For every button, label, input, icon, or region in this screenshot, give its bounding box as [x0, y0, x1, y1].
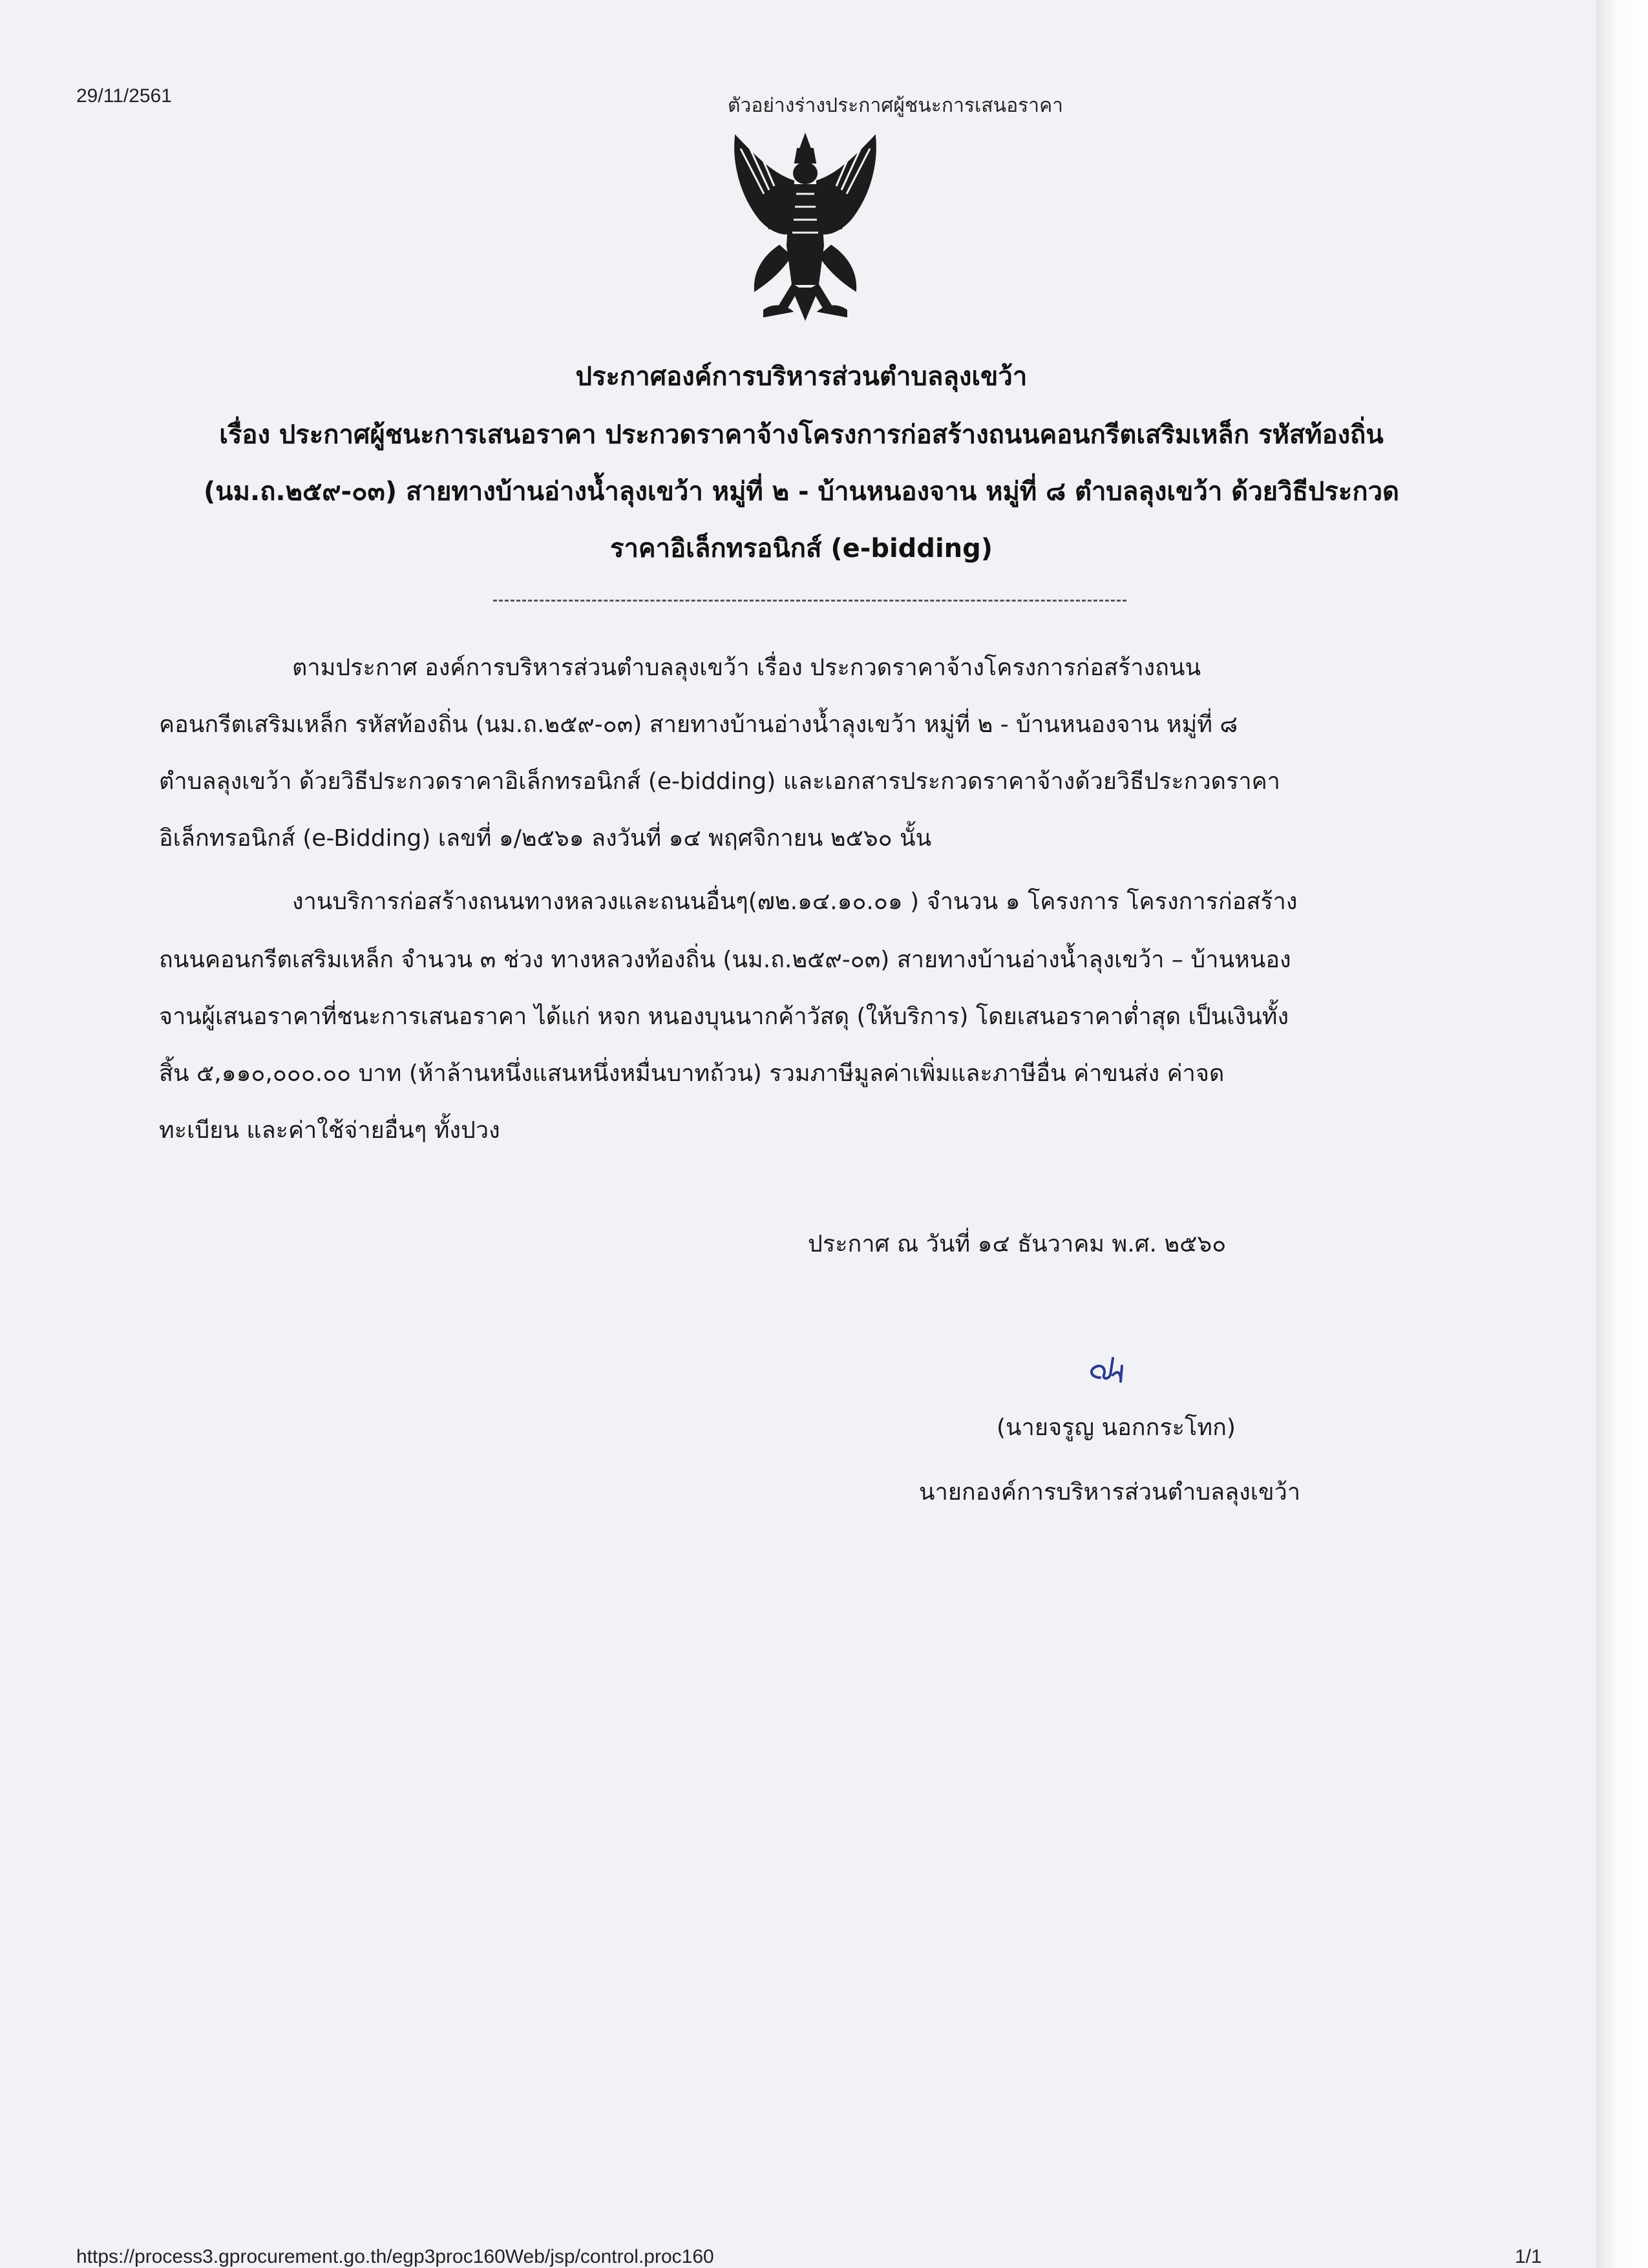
announce-date: ประกาศ ณ วันที่ ๑๔ ธันวาคม พ.ศ. ๒๕๖๐	[808, 1231, 1227, 1257]
paragraph-1-line-2: คอนกรีตเสริมเหล็ก รหัสท้องถิ่น (นม.ถ.๒๕๙-๐๓) สายทางบ้านอ่างน้ำลุงเขว้า หมู่ที่ ๒ - บ้านหนองจาน หมู่ที่ ๘	[159, 711, 1238, 738]
paragraph-2-line-2: ถนนคอนกรีตเสริมเหล็ก จำนวน ๓ ช่วง ทางหลวงท้องถิ่น (นม.ถ.๒๕๙-๐๓) สายทางบ้านอ่างน้ำลุงเขว้า – บ้านหนอง	[159, 947, 1291, 973]
signer-position: นายกองค์การบริหารส่วนตำบลลุงเขว้า	[919, 1479, 1301, 1506]
signer-name: (นายจรูญ นอกกระโทก)	[997, 1414, 1236, 1441]
title-line-2: เรื่อง ประกาศผู้ชนะการเสนอราคา ประกวดราคาจ้างโครงการก่อสร้างถนนคอนกรีตเสริมเหล็ก รหัสท้องถิ่น	[219, 420, 1384, 450]
paragraph-2-line-3: จานผู้เสนอราคาที่ชนะการเสนอราคา ได้แก่ หจก หนองบุนนากค้าวัสดุ (ให้บริการ) โดยเสนอราคาต่ำสุด เป็นเงินทั้ง	[159, 1003, 1289, 1030]
title-line-4: ราคาอิเล็กทรอนิกส์ (e-bidding)	[609, 534, 993, 563]
print-date: 29/11/2561	[76, 85, 172, 107]
paragraph-2-line-1: งานบริการก่อสร้างถนนทางหลวงและถนนอื่นๆ(๗๒.๑๔.๑๐.๐๑ ) จำนวน ๑ โครงการ โครงการก่อสร้าง	[292, 888, 1298, 915]
garuda-emblem-icon	[702, 123, 909, 330]
handwritten-signature-icon	[1081, 1352, 1139, 1391]
paragraph-2-line-5: ทะเบียน และค่าใช้จ่ายอื่นๆ ทั้งปวง	[159, 1117, 500, 1144]
paragraph-1-line-3: ตำบลลุงเขว้า ด้วยวิธีประกวดราคาอิเล็กทรอนิกส์ (e-bidding) และเอกสารประกวดราคาจ้างด้วยวิธีประกวดราคา	[159, 768, 1280, 795]
paragraph-1-line-4: อิเล็กทรอนิกส์ (e-Bidding) เลขที่ ๑/๒๕๖๑ ลงวันที่ ๑๔ พฤศจิกายน ๒๕๖๐ นั้น	[159, 825, 932, 852]
title-line-1: ประกาศองค์การบริหารส่วนตำบลลุงเขว้า	[575, 362, 1028, 392]
page-number: 1/1	[1515, 2246, 1542, 2267]
paragraph-1-line-1: ตามประกาศ องค์การบริหารส่วนตำบลลุงเขว้า เรื่อง ประกวดราคาจ้างโครงการก่อสร้างถนน	[292, 655, 1201, 681]
footer-url: https://process3.gprocurement.go.th/egp3proc160Web/jsp/control.proc160	[76, 2246, 714, 2267]
title-separator	[493, 600, 1126, 602]
draft-label: ตัวอย่างร่างประกาศผู้ชนะการเสนอราคา	[728, 95, 1063, 116]
scan-edge	[1596, 0, 1648, 2268]
paragraph-2-line-4: สิ้น ๕,๑๑๐,๐๐๐.๐๐ บาท (ห้าล้านหนึ่งแสนหนึ่งหมื่นบาทถ้วน) รวมภาษีมูลค่าเพิ่มและภาษีอื่น ค่าขนส่ง ค่าจด	[159, 1060, 1225, 1087]
title-line-3: (นม.ถ.๒๕๙-๐๓) สายทางบ้านอ่างน้ำลุงเขว้า หมู่ที่ ๒ - บ้านหนองจาน หมู่ที่ ๘ ตำบลลุงเขว้า ด้วยวิธีประกวด	[204, 477, 1399, 507]
